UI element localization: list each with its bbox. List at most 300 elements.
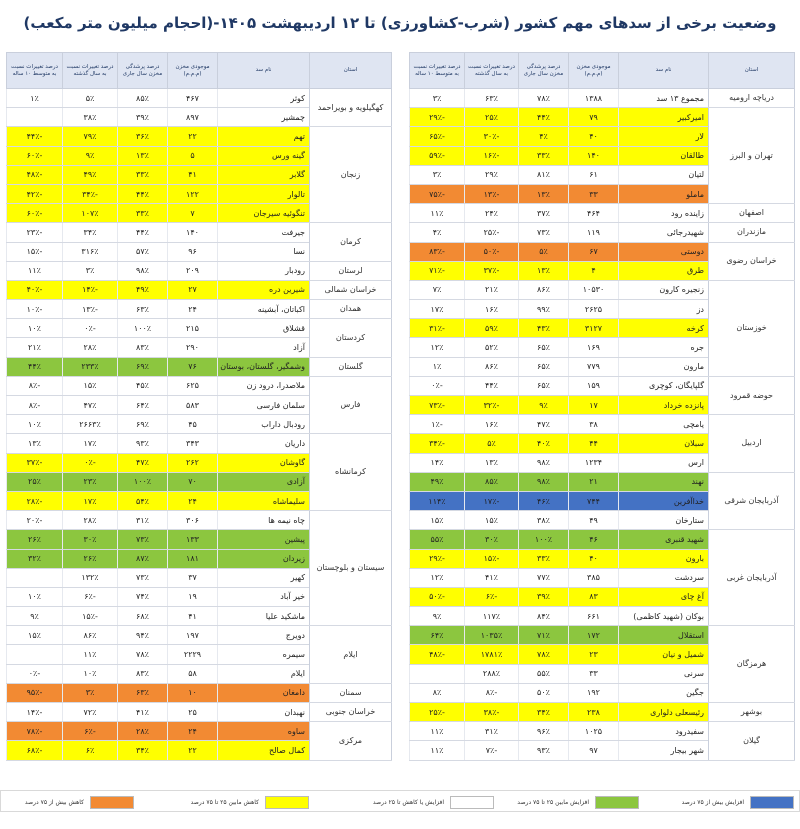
province-cell: فارس	[310, 376, 392, 434]
fill-percent-cell: ۶۴٪	[118, 396, 168, 415]
dam-name-cell: شهر بیجار	[619, 741, 709, 760]
dam-name-cell: گلابر	[218, 165, 310, 184]
change-last-year-cell: ۵٪	[465, 434, 519, 453]
dam-row	[410, 703, 795, 722]
dam-row	[7, 223, 392, 242]
province-cell: هرمزگان	[709, 626, 795, 703]
province-cell: آذربایجان غربی	[709, 530, 795, 626]
province-cell: خراسان شمالی	[310, 280, 392, 299]
volume-cell: ۶۶۱	[569, 607, 619, 626]
volume-cell: ۳۱۲۷	[569, 319, 619, 338]
province-cell: کهگیلویه و بویراحمد	[310, 89, 392, 127]
change-last-year-cell: ۱۷٪	[63, 491, 118, 510]
change-avg-cell: ۱۴٪	[410, 453, 465, 472]
legend-label: افزایش یا کاهش تا ۲۵ درصد	[372, 798, 444, 806]
fill-percent-cell: ۵۰٪	[519, 683, 569, 702]
change-last-year-cell: ۳۸٪	[63, 108, 118, 127]
change-last-year-cell: ۲۶٪	[63, 549, 118, 568]
change-last-year-cell: ۲۴٪	[465, 204, 519, 223]
change-avg-cell: ۹٪	[410, 607, 465, 626]
province-cell: سمنان	[310, 683, 392, 702]
dam-name-cell: ساوه	[218, 722, 310, 741]
change-avg-cell: ۱۰٪	[7, 319, 63, 338]
fill-percent-cell: ۴۴٪	[118, 223, 168, 242]
volume-cell: ۱۵۹	[569, 376, 619, 395]
dam-row	[7, 319, 392, 338]
volume-cell: ۱۷۲	[569, 626, 619, 645]
change-last-year-cell: ۱۰۳۵٪	[465, 626, 519, 645]
change-last-year-cell: ۲۳۳٪	[63, 357, 118, 376]
dam-header: نام سد	[619, 53, 709, 89]
change-avg-cell: ۱۱٪	[410, 741, 465, 760]
change-last-year-cell: -۱۵٪	[465, 549, 519, 568]
change-last-year-cell: ۸۶٪	[63, 626, 118, 645]
change-avg-cell: ۴٪	[410, 223, 465, 242]
fill-percent-cell: ۱۰۰٪	[519, 530, 569, 549]
change-last-year-cell: ۲۵٪	[465, 108, 519, 127]
fill-percent-cell: ۹۴٪	[118, 626, 168, 645]
volume-cell: ۴۱	[168, 165, 218, 184]
change-last-year-cell: ۱۰٪	[63, 664, 118, 683]
dam-name-cell: رودبار	[218, 261, 310, 280]
volume-cell: ۱۳۳	[168, 530, 218, 549]
dam-name-cell: سیمره	[218, 645, 310, 664]
change-avg-cell: -۰٪	[410, 376, 465, 395]
volume-cell: ۳۳	[569, 184, 619, 203]
change-avg-cell: ۱۷٪	[410, 300, 465, 319]
fill-percent-cell: ۴٪	[519, 127, 569, 146]
legend-swatch	[595, 796, 639, 809]
volume-cell: ۱۰۵۳۰	[569, 280, 619, 299]
dam-name-cell: سبلان	[619, 434, 709, 453]
dam-name-cell: ارس	[619, 453, 709, 472]
change-avg-cell: ۱۰٪	[7, 587, 63, 606]
change-last-year-cell: ۴۴٪	[465, 376, 519, 395]
dam-row	[410, 415, 795, 434]
change-avg-cell: ۱۱٪	[410, 722, 465, 741]
change-last-year-cell: ۳۱٪	[465, 722, 519, 741]
fill-percent-cell: ۷۴٪	[118, 587, 168, 606]
dam-name-cell: خیر آباد	[218, 587, 310, 606]
fill-percent-cell: ۹۸٪	[118, 261, 168, 280]
province-cell: دریاچه ارومیه	[709, 89, 795, 108]
dam-name-cell: طرق	[619, 261, 709, 280]
legend-swatch	[265, 796, 309, 809]
volume-cell: ۲۶۲۵	[569, 300, 619, 319]
dam-name-cell: گینه ورس	[218, 146, 310, 165]
volume-cell: ۵۸۳	[168, 396, 218, 415]
legend-item	[25, 794, 134, 810]
change-avg-cell: ۳٪	[410, 165, 465, 184]
change-last-year-cell: ۳۰٪	[63, 530, 118, 549]
fill-percent-cell: ۷۸٪	[519, 645, 569, 664]
fill-percent-cell: ۵۵٪	[519, 664, 569, 683]
change-last-year-cell: ۷۹٪	[63, 127, 118, 146]
change-avg-cell: -۴۰٪	[7, 280, 63, 299]
dam-name-cell: کهیر	[218, 568, 310, 587]
volume-cell: ۲۰۹	[168, 261, 218, 280]
fill-percent-cell: ۸۳٪	[118, 338, 168, 357]
change-avg-cell: ۴۹٪	[410, 472, 465, 491]
volume-cell: ۱۰	[168, 683, 218, 702]
change-avg-cell: -۶۰٪	[7, 204, 63, 223]
change-last-year-header: درصد تغییرات نسبت به سال گذشته	[63, 53, 118, 89]
dam-name-cell: سلمان فارسی	[218, 396, 310, 415]
volume-cell: ۱۹۷	[168, 626, 218, 645]
fill-percent-cell: ۳۳٪	[118, 204, 168, 223]
change-avg-cell: -۴۸٪	[410, 645, 465, 664]
dam-name-cell: ماملو	[619, 184, 709, 203]
change-last-year-cell: -۳۷٪	[465, 261, 519, 280]
volume-cell: ۴۵	[168, 415, 218, 434]
dam-name-cell: قشلاق	[218, 319, 310, 338]
dam-name-cell: نسا	[218, 242, 310, 261]
dam-row	[7, 511, 392, 530]
volume-cell: ۱۲۳۴	[569, 453, 619, 472]
fill-percent-cell: ۷۸٪	[519, 89, 569, 108]
change-last-year-cell: ۲۹٪	[465, 165, 519, 184]
dam-name-cell: تالوار	[218, 184, 310, 203]
change-last-year-cell: -۷٪	[465, 741, 519, 760]
volume-cell: ۱۴۰	[569, 146, 619, 165]
change-last-year-cell: -۱۴٪	[63, 280, 118, 299]
volume-cell: ۲۹۰	[168, 338, 218, 357]
legend-item	[517, 794, 639, 810]
dam-row	[7, 376, 392, 395]
province-cell: مازندران	[709, 223, 795, 242]
change-last-year-cell: ۵۹٪	[465, 319, 519, 338]
change-last-year-cell: -۳۴٪	[63, 184, 118, 203]
dam-name-cell: ماشکید علیا	[218, 607, 310, 626]
fill-percent-cell: ۶۵٪	[519, 338, 569, 357]
change-avg-cell: ۱۵٪	[7, 626, 63, 645]
province-cell: تهران و البرز	[709, 108, 795, 204]
fill-percent-cell: ۱۳٪	[118, 146, 168, 165]
province-cell: کرمانشاه	[310, 434, 392, 511]
fill-percent-cell: ۶۸٪	[118, 607, 168, 626]
fill-header: درصد پرشدگی مخزن سال جاری	[118, 53, 168, 89]
dam-name-cell: خداآفرین	[619, 491, 709, 510]
dam-name-cell: رودبال داراب	[218, 415, 310, 434]
volume-cell: ۲۵	[168, 703, 218, 722]
dam-row	[410, 280, 795, 299]
volume-cell: ۳۴۳	[168, 434, 218, 453]
fill-percent-cell: ۴۴٪	[519, 108, 569, 127]
change-avg-cell: ۱۲٪	[410, 568, 465, 587]
dam-name-cell: کوثر	[218, 89, 310, 108]
dam-name-cell: شهیدرجائی	[619, 223, 709, 242]
dam-header: نام سد	[218, 53, 310, 89]
fill-percent-cell: ۴۶٪	[519, 491, 569, 510]
dam-name-cell: دز	[619, 300, 709, 319]
volume-cell: ۴۹	[569, 511, 619, 530]
change-avg-cell: -۱٪	[410, 415, 465, 434]
change-avg-cell: ۸٪	[410, 683, 465, 702]
dam-name-cell: استقلال	[619, 626, 709, 645]
volume-cell: ۴	[569, 261, 619, 280]
fill-percent-cell: ۴۱٪	[118, 703, 168, 722]
province-cell: حوضه قمرود	[709, 376, 795, 414]
province-cell: اصفهان	[709, 204, 795, 223]
dam-row	[7, 357, 392, 376]
change-avg-cell: -۵۰٪	[410, 587, 465, 606]
legend	[0, 790, 800, 812]
fill-percent-cell: ۴۵٪	[118, 376, 168, 395]
fill-percent-cell: ۹۶٪	[519, 722, 569, 741]
volume-cell: ۹۶	[168, 242, 218, 261]
change-last-year-cell: -۱۳٪	[63, 300, 118, 319]
dam-row	[7, 683, 392, 702]
volume-cell: ۱۳۸۸	[569, 89, 619, 108]
dam-name-cell: جره	[619, 338, 709, 357]
change-last-year-cell: ۲۳٪	[63, 472, 118, 491]
change-avg-cell: ۳۲٪	[7, 549, 63, 568]
change-avg-cell: ۱۳٪	[7, 434, 63, 453]
volume-cell: ۲۴	[168, 722, 218, 741]
volume-cell: ۳۷	[168, 568, 218, 587]
province-cell: آذربایجان شرقی	[709, 472, 795, 530]
change-avg-cell: -۷۱٪	[410, 261, 465, 280]
province-header: استان	[310, 53, 392, 89]
change-last-year-cell: ۵٪	[63, 89, 118, 108]
fill-percent-cell: ۷۳٪	[118, 530, 168, 549]
volume-cell: ۱۸۱	[168, 549, 218, 568]
volume-cell: ۹۷	[569, 741, 619, 760]
volume-cell: ۲۱	[569, 472, 619, 491]
change-last-year-cell: -۳۲٪	[465, 396, 519, 415]
change-last-year-cell: ۲۸۸٪	[465, 664, 519, 683]
volume-cell: ۴۶۴	[569, 204, 619, 223]
dam-row	[7, 626, 392, 645]
volume-cell: ۴۴	[569, 434, 619, 453]
dam-name-cell: شمیل و نیان	[619, 645, 709, 664]
change-avg-cell: -۷۵٪	[410, 184, 465, 203]
legend-item	[191, 794, 309, 810]
change-last-year-cell: ۳۰٪	[465, 530, 519, 549]
fill-percent-cell: ۳۷٪	[519, 204, 569, 223]
change-avg-cell: -۲۳٪	[7, 223, 63, 242]
change-last-year-cell: -۰٪	[63, 453, 118, 472]
change-last-year-cell: ۶۳٪	[465, 89, 519, 108]
dam-row	[7, 434, 392, 453]
change-last-year-cell: -۶٪	[63, 587, 118, 606]
fill-percent-cell: ۴۹٪	[118, 280, 168, 299]
volume-cell: ۶۲۵	[168, 376, 218, 395]
volume-cell: ۱۱۹	[569, 223, 619, 242]
volume-cell: ۸۹۷	[168, 108, 218, 127]
volume-cell: ۲۳	[569, 645, 619, 664]
change-avg-cell	[410, 664, 465, 683]
change-avg-cell: -۹۵٪	[7, 683, 63, 702]
volume-cell: ۳۳	[569, 664, 619, 683]
left-dam-table	[6, 52, 392, 761]
fill-percent-cell: ۴۷٪	[118, 453, 168, 472]
province-cell: اردبیل	[709, 415, 795, 473]
change-last-year-cell: -۸٪	[465, 683, 519, 702]
change-avg-cell: -۶۸٪	[7, 741, 63, 760]
dam-name-cell: سلیماشاه	[218, 491, 310, 510]
change-avg-cell: ۲۶٪	[7, 530, 63, 549]
dam-name-cell: زنجیره کارون	[619, 280, 709, 299]
volume-cell: ۷۹	[569, 108, 619, 127]
change-last-year-cell: -۱۷٪	[465, 491, 519, 510]
dam-name-cell: سفیدرود	[619, 722, 709, 741]
change-avg-header: درصد تغییرات نسبت به متوسط ۱۰ ساله	[410, 53, 465, 89]
volume-cell: ۱۰۲۵	[569, 722, 619, 741]
dam-name-cell: ملاصدرا، درود زن	[218, 376, 310, 395]
volume-cell: ۲۲	[168, 127, 218, 146]
province-cell: گیلان	[709, 722, 795, 760]
change-avg-cell	[7, 645, 63, 664]
fill-percent-cell: ۹۹٪	[519, 300, 569, 319]
dam-name-cell: امیرکبیر	[619, 108, 709, 127]
change-avg-cell: -۲۹٪	[410, 108, 465, 127]
dam-name-cell: چاه نیمه ها	[218, 511, 310, 530]
change-avg-cell: -۸۳٪	[410, 242, 465, 261]
province-cell: همدان	[310, 300, 392, 319]
legend-swatch	[750, 796, 794, 809]
change-last-year-cell: ۱۳۲٪	[63, 568, 118, 587]
change-avg-cell: -۲۸٪	[7, 491, 63, 510]
change-avg-cell: ۶۴٪	[410, 626, 465, 645]
change-last-year-cell: ۱۱٪	[63, 645, 118, 664]
change-avg-cell: -۰٪	[7, 664, 63, 683]
change-avg-cell: ۲۱٪	[7, 338, 63, 357]
dam-row	[7, 89, 392, 108]
fill-percent-cell: ۷۸٪	[118, 645, 168, 664]
change-last-year-cell: -۲۵٪	[465, 223, 519, 242]
change-avg-cell: -۶۰٪	[7, 146, 63, 165]
dam-name-cell: سرنی	[619, 664, 709, 683]
fill-percent-cell: ۱۳٪	[519, 184, 569, 203]
dam-name-cell: زاینده رود	[619, 204, 709, 223]
fill-percent-cell: ۹۸٪	[519, 453, 569, 472]
change-avg-cell: -۴۸٪	[7, 165, 63, 184]
province-cell: خراسان جنوبی	[310, 703, 392, 722]
legend-label: افزایش بیش از ۷۵ درصد	[681, 798, 744, 806]
legend-swatch	[450, 796, 494, 809]
fill-percent-cell: ۴۴٪	[118, 184, 168, 203]
dam-name-cell: شیرین دره	[218, 280, 310, 299]
volume-cell: ۲۱۵	[168, 319, 218, 338]
dam-row	[410, 376, 795, 395]
fill-percent-cell: ۳۴٪	[118, 741, 168, 760]
dam-name-cell: نهبدان	[218, 703, 310, 722]
change-last-year-cell: ۷۲٪	[63, 703, 118, 722]
fill-percent-cell: ۹۳٪	[519, 741, 569, 760]
volume-cell: ۴۶۷	[168, 89, 218, 108]
change-last-year-cell: ۱۱۷٪	[465, 607, 519, 626]
change-last-year-cell: -۳۰٪	[465, 127, 519, 146]
change-avg-cell: ۱٪	[7, 89, 63, 108]
fill-percent-cell: ۷۳٪	[519, 223, 569, 242]
fill-percent-cell: ۳۹٪	[118, 108, 168, 127]
change-last-year-cell: ۳۴٪	[63, 223, 118, 242]
dam-row	[7, 280, 392, 299]
province-cell: خوزستان	[709, 280, 795, 376]
dam-row	[7, 722, 392, 741]
legend-item	[373, 794, 494, 810]
dam-row	[7, 127, 392, 146]
change-avg-cell: ۱۲٪	[410, 338, 465, 357]
volume-cell: ۱۶۹	[569, 338, 619, 357]
dam-row	[7, 300, 392, 319]
fill-percent-cell: ۸۷٪	[118, 549, 168, 568]
change-last-year-cell: ۲۶۶۳٪	[63, 415, 118, 434]
fill-percent-cell: ۵۷٪	[118, 242, 168, 261]
change-last-year-cell: -۵۰٪	[465, 242, 519, 261]
fill-percent-cell: ۸۳٪	[118, 664, 168, 683]
change-last-year-cell: ۲۱٪	[465, 280, 519, 299]
change-last-year-cell: ۸۵٪	[465, 472, 519, 491]
fill-percent-cell: ۹۳٪	[118, 434, 168, 453]
change-avg-cell: -۷۳٪	[410, 396, 465, 415]
change-last-year-cell: ۱۶٪	[465, 415, 519, 434]
fill-percent-cell: ۳۳٪	[519, 549, 569, 568]
change-avg-cell: ۴۴٪	[7, 357, 63, 376]
change-last-year-header: درصد تغییرات نسبت به سال گذشته	[465, 53, 519, 89]
fill-percent-cell: ۳۳٪	[118, 165, 168, 184]
fill-percent-cell: ۴۳٪	[519, 319, 569, 338]
dam-name-cell: مجموع ۱۳ سد	[619, 89, 709, 108]
change-last-year-cell: ۱۳٪	[465, 453, 519, 472]
dam-name-cell: لتیان	[619, 165, 709, 184]
dam-name-cell: طالقان	[619, 146, 709, 165]
dam-name-cell: دوستی	[619, 242, 709, 261]
change-avg-cell: ۵۵٪	[410, 530, 465, 549]
change-last-year-cell: -۰٪	[63, 319, 118, 338]
province-cell: مرکزی	[310, 722, 392, 760]
volume-cell: ۲۴	[168, 491, 218, 510]
volume-cell: ۸۳	[569, 587, 619, 606]
province-cell: ایلام	[310, 626, 392, 684]
change-last-year-cell: -۱۳٪	[465, 184, 519, 203]
dam-name-cell: نهند	[619, 472, 709, 491]
province-cell: کردستان	[310, 319, 392, 357]
dam-name-cell: جیرفت	[218, 223, 310, 242]
change-avg-cell: -۳۱٪	[410, 319, 465, 338]
dam-row	[410, 89, 795, 108]
volume-cell: ۴۰	[569, 127, 619, 146]
change-last-year-cell: ۸۶٪	[465, 357, 519, 376]
dam-row	[410, 223, 795, 242]
dam-row	[7, 261, 392, 280]
dam-row	[410, 472, 795, 491]
dam-name-cell: زیردان	[218, 549, 310, 568]
fill-percent-cell: ۴۰٪	[519, 434, 569, 453]
volume-cell: ۲۳۸	[569, 703, 619, 722]
dam-row	[410, 108, 795, 127]
volume-cell: ۷۷۹	[569, 357, 619, 376]
change-last-year-cell: ۳٪	[63, 261, 118, 280]
volume-cell: ۷۰	[168, 472, 218, 491]
fill-percent-cell: ۷۱٪	[519, 626, 569, 645]
change-avg-cell: ۷٪	[410, 280, 465, 299]
change-avg-cell: ۹٪	[7, 607, 63, 626]
change-avg-cell: ۱۱٪	[410, 204, 465, 223]
volume-cell: ۶۷	[569, 242, 619, 261]
volume-cell: ۵۸	[168, 664, 218, 683]
legend-label: افزایش مابین ۲۵ تا ۷۵ درصد	[517, 798, 589, 806]
dam-name-cell: ایلام	[218, 664, 310, 683]
change-last-year-cell: ۴۱٪	[465, 568, 519, 587]
fill-percent-cell: ۳۳٪	[519, 146, 569, 165]
volume-cell: ۲۶۲	[168, 453, 218, 472]
volume-cell: ۴۶	[569, 530, 619, 549]
dam-name-cell: چمشیر	[218, 108, 310, 127]
volume-header: موجودی مخزن (م.م.م)	[168, 53, 218, 89]
change-avg-cell: ۱۱٪	[7, 261, 63, 280]
